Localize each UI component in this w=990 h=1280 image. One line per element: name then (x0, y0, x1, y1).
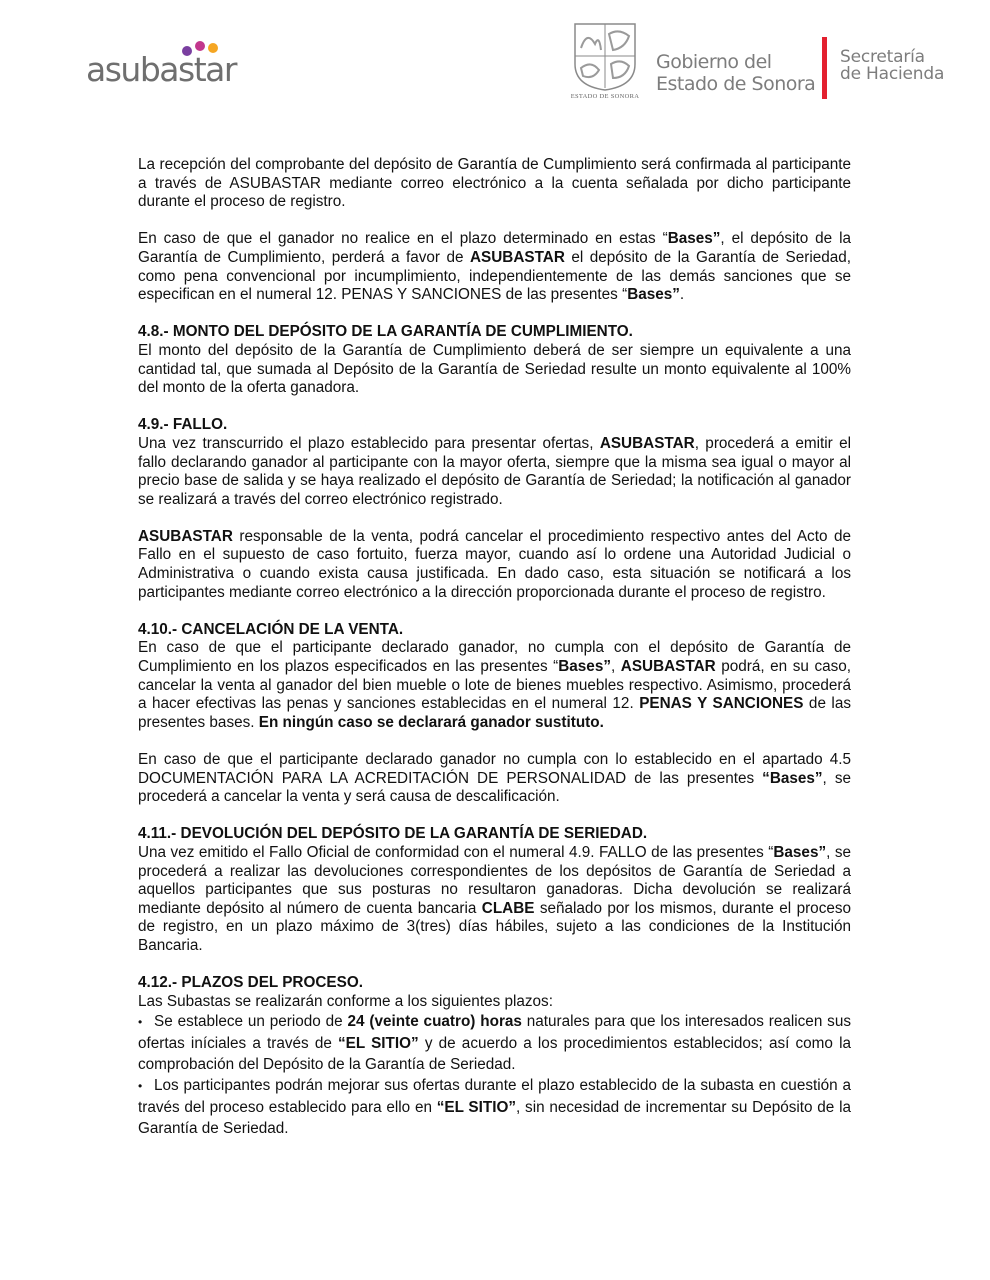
bullet-icon: • (138, 1015, 143, 1030)
list-item: • Los participantes podrán mejorar sus ofertas durante el plazo establecido de la subasta en cuestión a través del proceso establecido para ello en “EL SITIO”, sin necesidad de incrementar su Depósito de la Garantía de Seriedad. (138, 1077, 851, 1138)
seal-emblem-icon (569, 20, 641, 92)
paragraph-4-9: Una vez transcurrido el plazo establecido para presentar ofertas, ASUBASTAR, procederá a emitir el fallo declarando ganador al participante con la mayor oferta, siempre que la misma sea igual o mayor al precio base de salida y se haya realizado el depósito de Garantía de Seriedad; la notificación al ganador se realizará a través del correo electrónico registrado. (138, 434, 852, 508)
list-item: • Se establece un periodo de 24 (veinte cuatro) horas naturales para que los interesados realicen sus ofertas iníciales a través de “EL SITIO” y de acuerdo a los procedimientos establecidos; así como la comprobación del Depósito de la Garantía de Seriedad. (138, 1013, 851, 1074)
seal-label: ESTADO DE SONORA (570, 93, 640, 100)
paragraph-4-9-cancel: ASUBASTAR responsable de la venta, podrá cancelar el procedimiento respectivo antes del Acto de Fallo en el supuesto de caso fortuito, fuerza mayor, cuando así lo ordene una Autoridad Judicial o Administrativa o cuando exista causa justificada. En dado caso, esta situación se notificará a los participantes mediante correo electrónico a la dirección proporcionada durante el proceso de registro. (138, 527, 851, 601)
paragraph-receipt: La recepción del comprobante del depósito de Garantía de Cumplimiento será confirmada al participante a través de ASUBASTAR mediante correo electrónico a la cuenta señalada por dicho participante durante el proceso de registro. (138, 156, 851, 211)
header-divider (822, 37, 827, 99)
bullet-icon: • (138, 1079, 143, 1094)
paragraph-4-10: En caso de que el participante declarado ganador, no cumpla con el depósito de Garantía de Cumplimiento en los plazos especificados en las presentes “Bases”, ASUBASTAR podrá, en su caso, cancelar la venta al ganador del bien mueble o lote de bienes muebles respectivo. Asimismo, procederá a hacer efectivas las penas y sanciones establecidas en el numeral 12. PENAS Y SANCIONES de las presentes bases. En ningún caso se declarará ganador sustituto. (138, 639, 852, 731)
secretaria-line-2: de Hacienda (840, 64, 945, 84)
section-heading-4-8: 4.8.- MONTO DEL DEPÓSITO DE LA GARANTÍA DE CUMPLIMIENTO. (138, 323, 633, 341)
section-heading-4-11: 4.11.- DEVOLUCIÓN DEL DEPÓSITO DE LA GARANTÍA DE SERIEDAD. (138, 825, 648, 843)
paragraph-winner-default: En caso de que el ganador no realice en el plazo determinado en estas “Bases”, el depósito de la Garantía de Cumplimiento, perderá a favor de ASUBASTAR el depósito de la Garantía de Seriedad, como pena convencional por incumplimiento, independientemente de las demás sanciones que se especifican en el numeral 12. PENAS Y SANCIONES de las presentes “Bases”. (138, 230, 851, 304)
paragraph-4-10-disqualify: En caso de que el participante declarado ganador no cumpla con lo establecido en el apartado 4.5 DOCUMENTACIÓN PARA LA ACREDITACIÓN DE PERSONALIDAD de las presentes “Bases”, se procederá a cancelar la venta y será causa de descalificación. (138, 751, 852, 806)
gobierno-title (656, 51, 815, 95)
sonora-seal (569, 20, 641, 104)
paragraph-4-11: Una vez emitido el Fallo Oficial de conformidad con el numeral 4.9. FALLO de las presentes “Bases”, se procederá a realizar las devoluciones correspondientes de los depósitos de Garantía de Seriedad a aquellos participantes que sus posturas no resultaron ganadoras. Dicha devolución se realizará mediante depósito al número de cuenta bancaria CLABE señalado por los mismos, durante el proceso de registro, en un plazo máximo de 3(tres) días hábiles, sujeto a las condiciones de la Institución Bancaria. (138, 843, 852, 954)
logo-text: asubastar (86, 50, 236, 89)
section-heading-4-12: 4.12.- PLAZOS DEL PROCESO. (138, 974, 363, 992)
section-heading-4-10: 4.10.- CANCELACIÓN DE LA VENTA. (138, 620, 404, 638)
secretaria-line-1: Secretaría (840, 47, 925, 67)
paragraph-4-12: Las Subastas se realizarán conforme a los siguientes plazos: (138, 992, 553, 1010)
gobierno-line-2: Estado de Sonora (656, 73, 816, 95)
section-heading-4-9: 4.9.- FALLO. (138, 416, 228, 434)
document-body (138, 156, 851, 1139)
paragraph-4-8: El monto del depósito de la Garantía de Cumplimiento deberá de ser siempre un equivalente a una cantidad tal, que sumada al Depósito de la Garantía de Seriedad resulte un monto equivalente al 100% del monto de la oferta ganadora. (138, 341, 851, 397)
page-header (0, 0, 990, 120)
gobierno-line-1: Gobierno del (656, 51, 772, 73)
secretaria-title (840, 49, 944, 83)
